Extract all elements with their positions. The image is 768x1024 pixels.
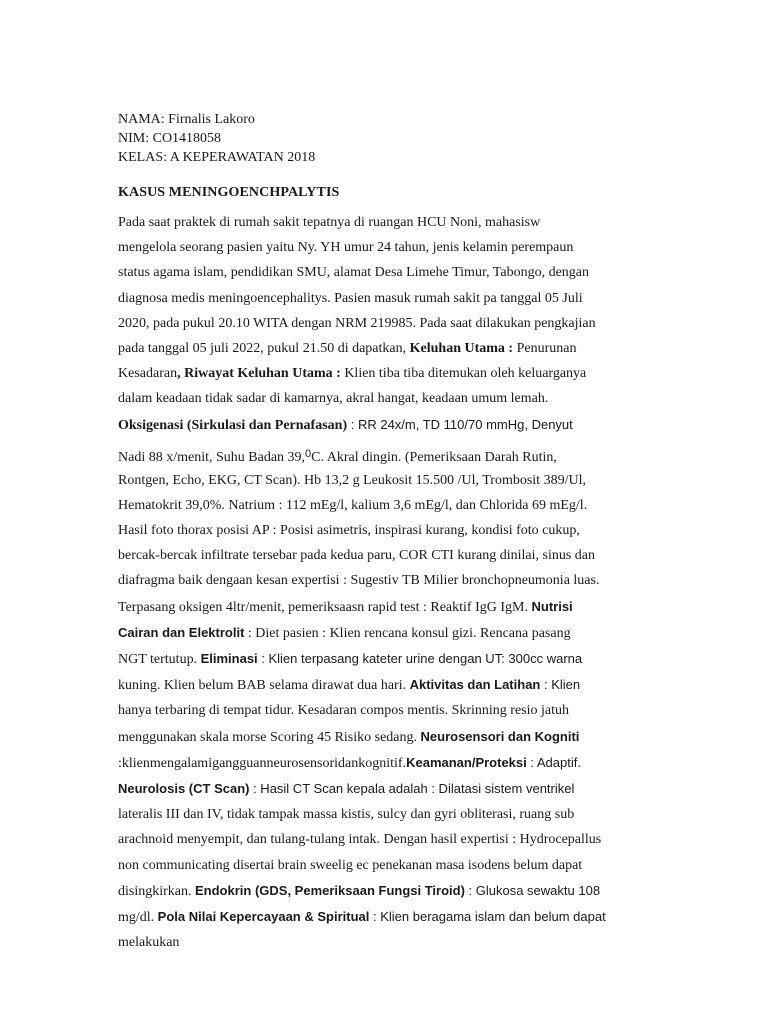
paragraph-line: melakukan xyxy=(118,935,180,951)
text-run: kuning. Klien belum BAB selama dirawat dua hari. xyxy=(118,678,410,694)
text-run: : Klien xyxy=(540,677,581,693)
paragraph-line xyxy=(118,361,658,386)
student-nim: NIM: CO1418058 xyxy=(118,131,222,146)
paragraph-line: Rontgen, Echo, EKG, CT Scan). Hb 13,2 g Leukosit 15.500 /Ul, Trombosit 389/Ul, xyxy=(118,472,586,488)
text-run: : RR 24x/m, TD 110/70 mmHg, Denyut xyxy=(347,416,573,432)
text-run: : Adaptif. xyxy=(526,754,581,770)
paragraph-line xyxy=(118,438,658,468)
paragraph-line: mengelola seorang pasien yaitu Ny. YH umur 24 tahun, jenis kelamin perempaun xyxy=(118,240,574,256)
paragraph-line xyxy=(118,646,658,672)
paragraph-line: Pada saat praktek di rumah sakit tepatnya di ruangan HCU Noni, mahasisw xyxy=(118,215,541,230)
text-run: Penurunan xyxy=(513,341,577,357)
degree-mark: 0 xyxy=(305,447,312,460)
text-run: Terpasang oksigen 4ltr/menit, pemeriksaasn rapid test : Reaktif IgG IgM. xyxy=(118,599,532,615)
paragraph-line: Hasil foto thorax posisi AP : Posisi asimetris, inspirasi kurang, kondisi foto cukup, xyxy=(118,523,580,539)
document-page xyxy=(118,110,658,951)
text-run: pada tanggal 05 juli 2022, pukul 21.50 di dapatkan, xyxy=(118,341,410,357)
paragraph-line: lateralis III dan IV, tidak tampak massa kistis, sulcy dan gyri obliterasi, ruang sub xyxy=(118,807,575,823)
text-run: arachnoid menyempit, dan tulang-tulang intak. Dengan hasil expertisi : Hydrocepallus xyxy=(118,832,602,848)
paragraph-line: dalam keadaan tidak sadar di kamarnya, akral hangat, keadaan umum lemah. xyxy=(118,391,549,407)
text-run: NGT tertutup. xyxy=(118,652,201,668)
paragraph-line: hanya terbaring di tempat tidur. Kesadaran compos mentis. Skrinning resio jatuh xyxy=(118,703,570,719)
heading-cairan-elektrolit: Cairan dan Elektrolit xyxy=(118,624,245,640)
paragraph-line xyxy=(118,594,658,620)
paragraph-line xyxy=(118,904,658,930)
heading-riwayat-keluhan: , Riwayat Keluhan Utama : xyxy=(177,366,341,382)
paragraph-line: bercak-bercak infiltrate tersebar pada kedua paru, COR CTI kurang dinilai, sinus dan xyxy=(118,548,595,564)
paragraph-line xyxy=(118,620,658,646)
heading-eliminasi: Eliminasi xyxy=(200,651,258,667)
text-run: : Diet pasien : Klien rencana konsul gizi. Rencana pasang xyxy=(244,625,571,641)
paragraph-line: Hematokrit 39,0%. Natrium : 112 mEg/l, kalium 3,6 mEg/l, dan Chlorida 69 mEg/l. xyxy=(118,497,588,513)
text-run: menggunakan skala morse Scoring 45 Risiko sedang. xyxy=(118,729,421,745)
heading-keamanan-proteksi: Keamanan/Proteksi xyxy=(406,754,527,770)
heading-pola-nilai: Pola Nilai Kepercayaan & Spiritual xyxy=(157,909,370,925)
student-class: KELAS: A KEPERAWATAN 2018 xyxy=(118,150,316,165)
text-run: Klien tiba tiba ditemukan oleh keluarganya xyxy=(340,366,587,382)
paragraph-line xyxy=(118,672,658,698)
paragraph-line: status agama islam, pendidikan SMU, alamat Desa Limehe Timur, Tabongo, dengan xyxy=(118,265,590,281)
text-run: : Glukosa sewaktu 108 xyxy=(464,882,601,898)
text-run: : Klien beragama islam dan belum dapat xyxy=(369,909,606,925)
paragraph-line: diagnosa medis meningoencephalitys. Pasien masuk rumah sakit pa tanggal 05 Juli xyxy=(118,290,583,306)
paragraph-line xyxy=(118,724,658,750)
paragraph-line: 2020, pada pukul 20.10 WITA dengan NRM 219985. Pada saat dilakukan pengkajian xyxy=(118,315,596,331)
heading-aktivitas-latihan: Aktivitas dan Latihan xyxy=(409,677,541,693)
paragraph-line xyxy=(118,878,658,904)
text-run: :klienmengalamigangguanneurosensoridankognitif. xyxy=(118,755,407,771)
text-run: disingkirkan. xyxy=(118,883,195,899)
paragraph-line: diafragma baik dengaan kesan expertisi : Sugestiv TB Milier bronchopneumonia luas. xyxy=(118,573,600,589)
text-run: Nadi 88 x/menit, Suhu Badan 39, xyxy=(118,449,306,465)
paragraph-line: non communicating disertai brain sweelig ec penekanan masa isodens belum dapat xyxy=(118,857,583,873)
paragraph-line xyxy=(118,776,658,802)
text-run: mg/dl. xyxy=(118,910,158,926)
heading-keluhan-utama: Keluhan Utama : xyxy=(409,341,514,357)
paragraph-line xyxy=(118,412,658,438)
text-run: C. Akral dingin. (Pemeriksaan Darah Rutin, xyxy=(311,449,557,465)
heading-oksigenasi: Oksigenasi (Sirkulasi dan Pernafasan) xyxy=(118,417,348,433)
case-title: KASUS MENINGOENCHPALYTIS xyxy=(118,185,340,200)
case-paragraph xyxy=(118,210,658,955)
paragraph-line xyxy=(118,827,658,852)
text-run: : Hasil CT Scan kepala adalah : Dilatasi sistem ventrikel xyxy=(249,781,575,797)
heading-endokrin: Endokrin (GDS, Pemeriksaan Fungsi Tiroid) xyxy=(195,882,465,898)
heading-neurosensori: Neurosensori dan Kogniti xyxy=(420,728,580,744)
paragraph-line xyxy=(118,750,658,776)
student-name: NAMA: Firnalis Lakoro xyxy=(118,112,255,127)
text-run: Kesadaran xyxy=(118,366,178,382)
text-run: : Klien terpasang kateter urine dengan UT: 300cc warna xyxy=(257,651,583,667)
heading-nutrisi: Nutrisi xyxy=(531,598,573,614)
paragraph-line xyxy=(118,336,658,361)
heading-neurolosis: Neurolosis (CT Scan) xyxy=(118,781,250,797)
